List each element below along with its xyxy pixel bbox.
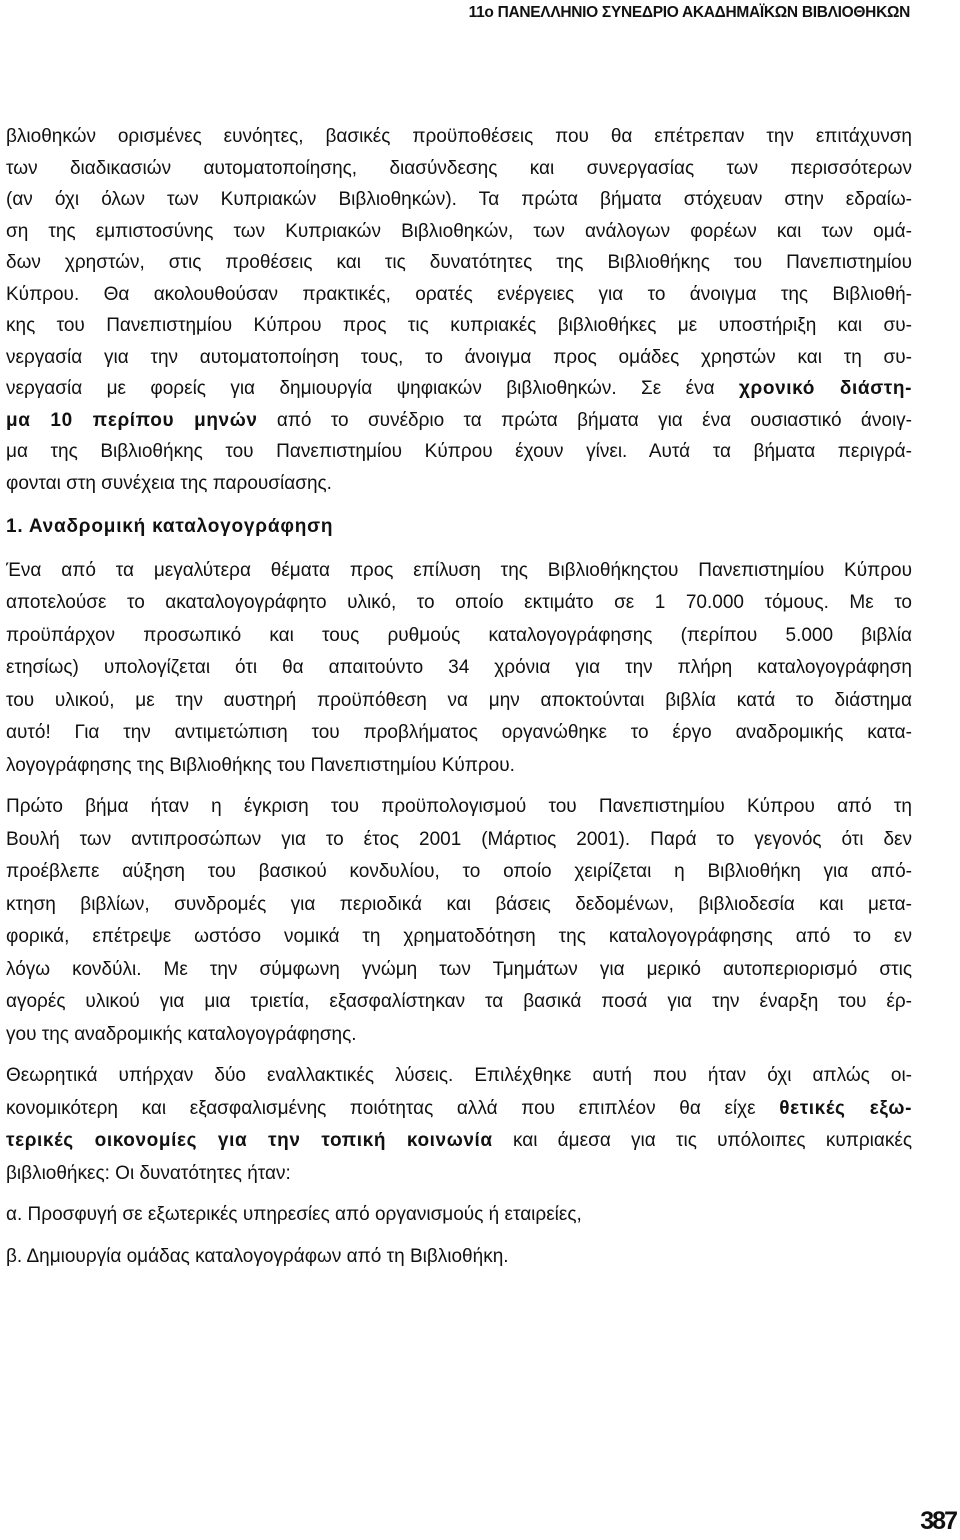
text-run: κονομικότερη και εξασφαλισμένης ποιότητας αλλά που επιπλέον θα είχε <box>6 1097 780 1119</box>
text-line: λογογράφησης της Βιβλιοθήκης του Πανεπιστημίου Κύπρου. <box>6 754 515 776</box>
text-line <box>6 1093 912 1126</box>
text-line: δων χρηστών, στις προθέσεις και τις δυνατότητες της Βιβλιοθήκης του Πανεπιστημίου <box>6 252 912 273</box>
text-line: φονται στη συνέχεια της παρουσίασης. <box>6 472 332 494</box>
option-list <box>6 1241 912 1274</box>
text-line: Κύπρου. Θα ακολουθούσαν πρακτικές, ορατές ενέργειες για το άνοιγμα της Βιβλιοθή- <box>6 283 912 305</box>
text-line: φορικά, επέτρεψε ωστόσο νομικά τη χρηματοδότηση της καταλογογράφησης από το εν <box>6 926 912 947</box>
text-line: κτηση βιβλίων, συνδρομές για περιοδικά και βάσεις δεδομένων, βιβλιοδεσία και μετα- <box>6 893 912 915</box>
text-line: ση της εμπιστοσύνης των Κυπριακών Βιβλιοθηκών, των ανάλογων φορέων και των ομά- <box>6 220 912 242</box>
text-line <box>6 1125 912 1158</box>
text-line: κης του Πανεπιστημίου Κύπρου προς τις κυπριακές βιβλιοθήκες με υποστήριξη και συ- <box>6 315 912 336</box>
text-line: αυτό! Για την αντιμετώπιση του προβλήματος οργανώθηκε το έργο αναδρομικής κατα- <box>6 722 912 743</box>
paragraph-backlog <box>6 555 912 783</box>
emphasis-run: μα 10 περίπου μηνών <box>6 409 258 431</box>
option-item-b: β. Δημιουργία ομάδας καταλογογράφων από τη Βιβλιοθήκη. <box>6 1245 509 1267</box>
emphasis-run: τερικές οικονομίες για την τοπική κοινωνία <box>6 1130 493 1151</box>
paragraph-budget <box>6 791 912 1051</box>
text-run: νεργασία με φορείς για δημιουργία ψηφιακών βιβλιοθηκών. Σε ένα <box>6 378 739 399</box>
page-number: 387 <box>920 1507 956 1535</box>
text-line: βιβλιοθήκες: Οι δυνατότητες ήταν: <box>6 1162 291 1184</box>
text-line: λόγω κονδύλι. Με την σύμφωνη γνώμη των Τμημάτων για μερικό αυτοπεριορισμό στις <box>6 958 912 980</box>
text-line <box>6 373 912 405</box>
option-list <box>6 1199 912 1232</box>
text-line: γου της αναδρομικής καταλογογράφησης. <box>6 1023 357 1045</box>
text-line: προέβλεπε αύξηση του βασικού κονδυλίου, το οποίο χειρίζεται η Βιβλιοθήκη για από- <box>6 861 912 882</box>
paragraph-solutions <box>6 1060 912 1190</box>
text-line: Πρώτο βήμα ήταν η έγκριση του προϋπολογισμού του Πανεπιστημίου Κύπρου από τη <box>6 796 912 817</box>
text-line: αποτελούσε το ακαταλογογράφητο υλικό, το οποίο εκτιμάτο σε 1 70.000 τόμους. Με το <box>6 592 912 613</box>
intro-paragraph <box>6 121 912 499</box>
text-line: βλιοθηκών ορισμένες ευνόητες, βασικές προϋποθέσεις που θα επέτρεπαν την επιτάχυνση <box>6 126 912 147</box>
running-header: 11ο ΠΑΝΕΛΛΗΝΙΟ ΣΥΝΕΔΡΙΟ ΑΚΑΔΗΜΑΪΚΩΝ ΒΙΒΛΙΟΘΗΚΩΝ <box>468 4 910 21</box>
text-line <box>6 405 912 437</box>
section-heading: 1. Αναδρομική καταλογογράφηση <box>6 516 334 537</box>
text-line: προϋπάρχον προσωπικό και τους ρυθμούς καταλογογράφησης (περίπου 5.000 βιβλία <box>6 624 912 646</box>
text-line: ετησίως) υπολογίζεται ότι θα απαιτούντο 34 χρόνια για την πλήρη καταλογογράφηση <box>6 657 912 678</box>
page-body <box>6 121 912 1273</box>
text-line: μα της Βιβλιοθήκης του Πανεπιστημίου Κύπρου έχουν γίνει. Αυτά τα βήματα περιγρά- <box>6 441 912 462</box>
text-line: (αν όχι όλων των Κυπριακών Βιβλιοθηκών). Τα πρώτα βήματα στόχευαν στην εδραίω- <box>6 189 912 210</box>
option-item-a: α. Προσφυγή σε εξωτερικές υπηρεσίες από οργανισμούς ή εταιρείες, <box>6 1204 582 1225</box>
text-line: Ένα από τα μεγαλύτερα θέματα προς επίλυση της Βιβλιοθήκηςτου Πανεπιστημίου Κύπρου <box>6 559 912 581</box>
emphasis-run: θετικές εξω- <box>779 1097 912 1119</box>
emphasis-run: χρονικό διάστη- <box>739 378 912 399</box>
text-line: αγορές υλικού για μια τριετία, εξασφαλίστηκαν τα βασικά ποσά για την έναρξη του έρ- <box>6 991 912 1012</box>
text-run: από το συνέδριο τα πρώτα βήματα για ένα ουσιαστικό άνοιγ- <box>257 409 912 431</box>
text-line: Θεωρητικά υπήρχαν δύο εναλλακτικές λύσεις. Επιλέχθηκε αυτή που ήταν όχι απλώς οι- <box>6 1065 912 1086</box>
text-line: των διαδικασιών αυτοματοποίησης, διασύνδεσης και συνεργασίας των περισσότερων <box>6 157 912 179</box>
text-run: και άμεσα για τις υπόλοιπες κυπριακές <box>492 1130 912 1151</box>
text-line: Βουλή των αντιπροσώπων για το έτος 2001 (Μάρτιος 2001). Παρά το γεγονός ότι δεν <box>6 828 912 850</box>
text-line: του υλικού, με την αυστηρή προϋπόθεση να μην αποκτούνται βιβλία κατά το διάστημα <box>6 689 912 711</box>
text-line: νεργασία για την αυτοματοποίηση τους, το άνοιγμα προς ομάδες χρηστών και τη συ- <box>6 346 912 368</box>
